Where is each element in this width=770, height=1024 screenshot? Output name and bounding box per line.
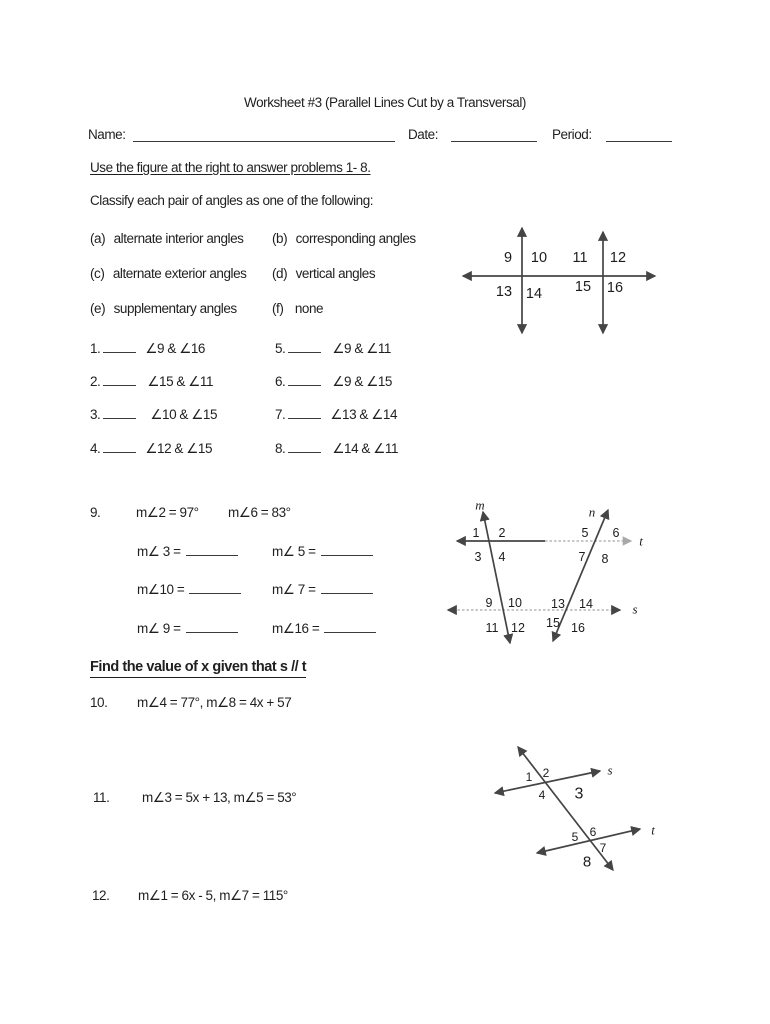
- date-field: [451, 127, 537, 142]
- fig3-angle-5: 5: [571, 830, 579, 844]
- fig2-angle-14: 14: [579, 597, 593, 611]
- fig2-angle-13: 13: [551, 597, 565, 611]
- fig2-angle-2: 2: [498, 526, 506, 540]
- fig2-angle-4: 4: [498, 550, 506, 564]
- figure1-two-transversals: [450, 215, 680, 340]
- answer-blank: [288, 338, 321, 353]
- option-label: alternate interior angles: [113, 231, 244, 246]
- problem9-part-row: [137, 579, 241, 597]
- problem-row-5: [275, 338, 391, 356]
- option-label: vertical angles: [295, 266, 376, 281]
- problem-text: m∠4 = 77°, m∠8 = 4x + 57: [137, 695, 292, 710]
- answer-blank: [103, 438, 136, 453]
- fig2-angle-10: 10: [508, 596, 522, 610]
- problem-number: 11.: [93, 790, 110, 805]
- answer-blank: [321, 541, 373, 556]
- angle-label: m∠10 =: [137, 582, 185, 597]
- problem-number: 5.: [275, 341, 286, 356]
- option-label: supplementary angles: [113, 301, 237, 316]
- figure2-parallel-lines-mn: [445, 498, 660, 650]
- angle-pair: ∠9 & ∠15: [332, 374, 392, 389]
- answer-blank: [103, 338, 136, 353]
- given-angle-2: m∠6 = 83°: [228, 505, 291, 520]
- angle-pair: ∠9 & ∠11: [332, 341, 391, 356]
- fig2-angle-7: 7: [578, 550, 586, 564]
- option-f: [272, 300, 323, 318]
- fig2-angle-15: 15: [546, 616, 560, 630]
- name-date-period-row: [0, 126, 770, 144]
- name-field: [133, 127, 395, 142]
- answer-blank: [324, 618, 376, 633]
- problem-number: 8.: [275, 441, 286, 456]
- classify-prompt: Classify each pair of angles as one of the following:: [90, 193, 374, 208]
- fig2-angle-3: 3: [474, 550, 482, 564]
- problem-text: m∠3 = 5x + 13, m∠5 = 53°: [142, 790, 297, 805]
- fig1-angle-11: 11: [572, 250, 588, 266]
- option-key: (b): [272, 231, 288, 246]
- option-key: (d): [272, 266, 288, 281]
- fig2-angle-16: 16: [571, 621, 585, 635]
- option-label: corresponding angles: [295, 231, 416, 246]
- problem-number: 6.: [275, 374, 286, 389]
- problem9-part-row: [272, 618, 376, 636]
- fig3-label-t: t: [651, 822, 655, 838]
- angle-pair: ∠15 & ∠11: [147, 374, 214, 389]
- figure3-single-transversal: [485, 735, 670, 880]
- fig2-label-n: n: [588, 504, 596, 520]
- fig1-angle-9: 9: [503, 250, 513, 266]
- angle-pair: ∠13 & ∠14: [330, 407, 398, 422]
- angle-pair: ∠14 & ∠11: [332, 441, 399, 456]
- angle-label: m∠ 7 =: [272, 582, 316, 597]
- date-label: Date:: [408, 127, 439, 142]
- fig1-angle-10: 10: [530, 250, 548, 266]
- answer-blank: [288, 438, 321, 453]
- fig2-angle-8: 8: [601, 552, 609, 566]
- answer-blank: [321, 579, 373, 594]
- fig2-label-t: t: [639, 533, 643, 549]
- fig2-angle-5: 5: [581, 526, 589, 540]
- option-e: [90, 300, 237, 318]
- fig3-angle-2: 2: [542, 766, 550, 780]
- instruction-text: Use the figure at the right to answer problems 1- 8.: [90, 160, 371, 175]
- fig1-angle-16: 16: [606, 280, 624, 296]
- option-a: [90, 230, 243, 248]
- fig1-angle-12: 12: [609, 250, 627, 266]
- angle-pair: ∠9 & ∠16: [145, 341, 205, 356]
- fig3-angle-7: 7: [599, 841, 607, 855]
- problem9-part-row: [272, 541, 373, 559]
- problem-row-2: [90, 371, 213, 389]
- problem-row-10: [0, 694, 770, 712]
- fig2-angle-6: 6: [612, 526, 620, 540]
- name-label: Name:: [88, 127, 126, 142]
- option-c: [90, 265, 246, 283]
- fig3-angle-8: 8: [582, 853, 592, 871]
- angle-label: m∠ 3 =: [137, 544, 181, 559]
- option-b: [272, 230, 416, 248]
- fig3-line-t: [537, 829, 640, 853]
- problem-text: m∠1 = 6x - 5, m∠7 = 115°: [138, 888, 288, 903]
- period-label: Period:: [552, 127, 592, 142]
- period-field: [606, 127, 672, 142]
- page-title: Worksheet #3 (Parallel Lines Cut by a Transversal): [244, 95, 526, 110]
- problem-row-7: [275, 404, 397, 422]
- problem-number: 10.: [90, 695, 108, 710]
- answer-blank: [189, 579, 241, 594]
- problem-row-12: [0, 887, 770, 905]
- problem-number: 12.: [92, 888, 110, 903]
- option-key: (f): [272, 301, 284, 316]
- angle-label: m∠ 9 =: [137, 621, 181, 636]
- fig2-label-s: s: [632, 601, 638, 617]
- answer-blank: [288, 404, 321, 419]
- fig3-label-s: s: [607, 762, 613, 778]
- angle-label: m∠ 5 =: [272, 544, 316, 559]
- problem9-part-row: [272, 579, 373, 597]
- problem-row-1: [90, 338, 205, 356]
- section-heading: Find the value of x given that s // t: [90, 658, 306, 678]
- fig2-angle-12: 12: [511, 621, 525, 635]
- fig3-angle-4: 4: [538, 788, 546, 802]
- answer-blank: [288, 371, 321, 386]
- problem-number: 1.: [90, 341, 101, 356]
- angle-pair: ∠10 & ∠15: [150, 407, 218, 422]
- problem-number: 3.: [90, 407, 101, 422]
- option-d: [272, 265, 375, 283]
- problem-row-6: [275, 371, 392, 389]
- fig2-angle-1: 1: [472, 526, 480, 540]
- problem-number: 7.: [275, 407, 286, 422]
- problem-number: 9.: [90, 505, 101, 520]
- fig1-angle-15: 15: [574, 279, 592, 295]
- fig3-angle-6: 6: [589, 825, 597, 839]
- problem-row-8: [275, 438, 398, 456]
- fig2-angle-9: 9: [485, 596, 493, 610]
- fig3-angle-3: 3: [574, 785, 584, 803]
- option-key: (a): [90, 231, 106, 246]
- answer-blank: [103, 404, 136, 419]
- fig2-label-m: m: [475, 497, 485, 513]
- fig1-angle-13: 13: [495, 284, 513, 300]
- option-label: alternate exterior angles: [112, 266, 247, 281]
- fig1-angle-14: 14: [525, 286, 543, 302]
- problem-row-4: [90, 438, 212, 456]
- problem-number: 4.: [90, 441, 101, 456]
- answer-blank: [186, 618, 238, 633]
- problem9-part-row: [137, 541, 238, 559]
- problem-row-3: [90, 404, 217, 422]
- angle-pair: ∠12 & ∠15: [145, 441, 213, 456]
- given-angle-1: m∠2 = 97°: [136, 505, 199, 520]
- fig2-angle-11: 11: [485, 621, 499, 635]
- problem9-part-row: [137, 618, 238, 636]
- problem-number: 2.: [90, 374, 101, 389]
- option-key: (c): [90, 266, 105, 281]
- angle-label: m∠16 =: [272, 621, 320, 636]
- answer-blank: [103, 371, 136, 386]
- option-key: (e): [90, 301, 106, 316]
- option-label: none: [294, 301, 324, 316]
- fig3-angle-1: 1: [525, 770, 533, 784]
- answer-blank: [186, 541, 238, 556]
